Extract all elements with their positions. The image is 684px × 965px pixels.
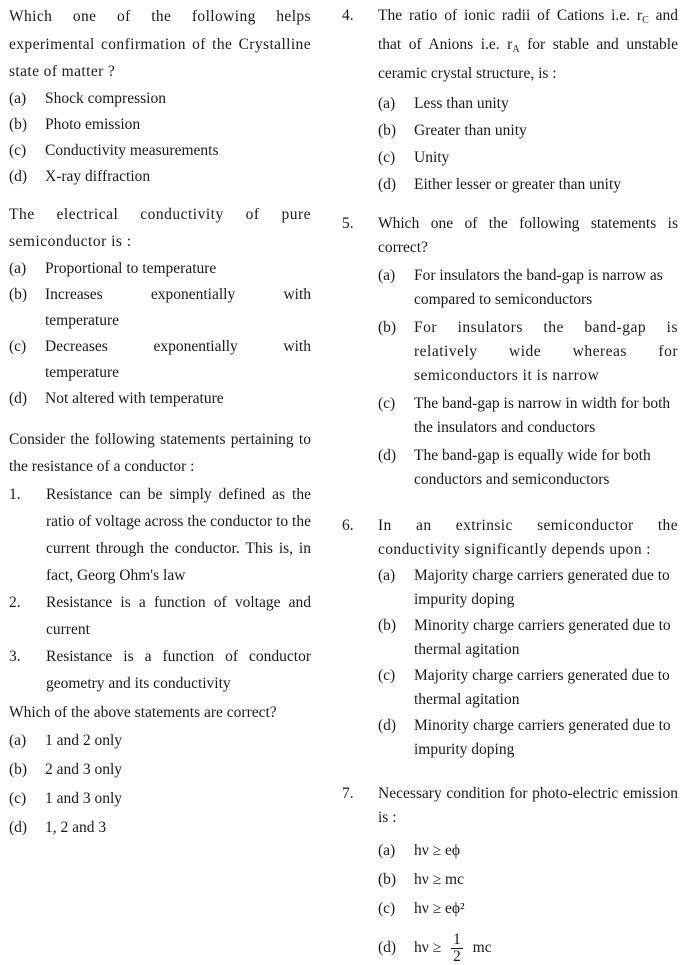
option-text: hν ≥ eϕ²	[414, 900, 465, 917]
option-label: (b)	[378, 319, 397, 336]
option-text: 1 and 2 only	[45, 732, 123, 749]
option-label: (a)	[378, 95, 396, 112]
question-number: 4.	[342, 7, 354, 24]
stem-part: and that of Anions i.e. r	[378, 7, 678, 53]
option-label: (c)	[378, 149, 396, 166]
option-d[interactable]	[9, 164, 311, 190]
option-label: (a)	[378, 842, 396, 859]
option-label: (d)	[378, 447, 397, 464]
option-b[interactable]	[9, 282, 311, 334]
option-text: The band-gap is narrow in width for both the insulators and conductors	[414, 395, 671, 436]
option-b[interactable]	[9, 755, 311, 784]
option-label: (c)	[9, 141, 27, 159]
option-text: 1, 2 and 3	[45, 819, 107, 836]
option-a[interactable]	[9, 726, 311, 755]
option-label: (c)	[378, 667, 396, 684]
option-text: Greater than unity	[414, 122, 527, 139]
option-label: (b)	[378, 617, 397, 634]
option-d[interactable]	[9, 813, 311, 842]
option-d[interactable]	[378, 931, 678, 965]
stem-part: for stable and unstable ceramic crystal structure, is :	[378, 36, 678, 82]
option-text: Increases exponentially with temperature	[45, 285, 311, 329]
option-label: (a)	[9, 259, 27, 277]
option-label: (a)	[378, 267, 396, 284]
option-c[interactable]	[9, 138, 311, 164]
option-text: Proportional to temperature	[45, 259, 217, 277]
option-text: Unity	[414, 149, 450, 166]
option-label: (d)	[378, 176, 397, 193]
question-prompt: Which of the above statements are correct?	[9, 703, 277, 721]
statement-number: 2.	[9, 593, 21, 611]
option-b[interactable]	[378, 614, 678, 662]
question-4	[342, 4, 678, 198]
question-5	[342, 212, 678, 492]
question-3	[9, 426, 311, 843]
option-a[interactable]	[378, 264, 678, 312]
fraction	[451, 932, 463, 965]
option-label: (d)	[9, 389, 28, 407]
option-c[interactable]	[378, 392, 678, 440]
formula-suffix: mc	[472, 939, 492, 956]
left-column	[9, 0, 311, 842]
question-7	[342, 782, 678, 965]
option-label: (c)	[9, 790, 27, 807]
statement-number: 1.	[9, 485, 21, 503]
subscript-a: A	[512, 44, 520, 55]
option-text: 1 and 3 only	[45, 790, 123, 807]
statement-3	[9, 643, 311, 697]
option-c[interactable]	[378, 144, 678, 171]
option-b[interactable]	[378, 316, 678, 388]
option-d[interactable]	[378, 444, 678, 492]
option-a[interactable]	[9, 86, 311, 112]
option-label: (c)	[378, 900, 396, 917]
question-number: 6.	[342, 517, 354, 534]
statement-text: Resistance is a function of conductor geometry and its conductivity	[46, 647, 311, 692]
option-label: (b)	[9, 761, 28, 778]
option-d[interactable]	[378, 171, 678, 198]
right-column	[342, 0, 678, 965]
option-d[interactable]	[9, 386, 311, 412]
option-label: (d)	[9, 819, 28, 836]
fraction-numerator: 1	[453, 930, 461, 948]
question-number: 5.	[342, 215, 354, 232]
stem-part: The ratio of ionic radii of Cations i.e. r	[378, 7, 643, 24]
option-c[interactable]	[9, 334, 311, 386]
statement-number: 3.	[9, 647, 21, 665]
option-a[interactable]	[9, 256, 311, 282]
fraction-denominator: 2	[453, 947, 461, 965]
option-text: X-ray diffraction	[45, 167, 151, 185]
option-label: (b)	[378, 871, 397, 888]
option-label: (a)	[9, 732, 27, 749]
option-c[interactable]	[9, 784, 311, 813]
option-label: (c)	[9, 337, 27, 355]
question-2	[9, 201, 311, 412]
question-1	[9, 3, 311, 190]
question-stem: Necessary condition for photo-electric emission is :	[378, 785, 678, 826]
option-text: hν ≥ eϕ	[414, 842, 461, 859]
option-text: Majority charge carriers generated due to thermal agitation	[414, 667, 670, 708]
option-d[interactable]	[378, 714, 678, 762]
option-text: For insulators the band-gap is narrow as compared to semiconductors	[414, 267, 663, 308]
option-text: The band-gap is equally wide for both conductors and semiconductors	[414, 447, 651, 488]
question-stem: Consider the following statements pertaining to the resistance of a conductor :	[9, 430, 311, 475]
question-stem: The electrical conductivity of pure semiconductor is :	[9, 205, 311, 250]
option-label: (d)	[9, 167, 28, 185]
question-stem: Which one of the following statements is correct?	[378, 215, 678, 256]
question-number: 7.	[342, 785, 354, 802]
option-b[interactable]	[9, 112, 311, 138]
option-b[interactable]	[378, 865, 678, 894]
option-text: Either lesser or greater than unity	[414, 176, 622, 193]
option-label: (a)	[9, 89, 27, 107]
option-text: Shock compression	[45, 89, 166, 107]
option-label: (a)	[378, 567, 396, 584]
option-label: (b)	[9, 285, 28, 303]
option-c[interactable]	[378, 894, 678, 923]
option-text: Not altered with temperature	[45, 389, 224, 407]
option-text: Less than unity	[414, 95, 509, 112]
option-text: Photo emission	[45, 115, 141, 133]
question-stem	[378, 4, 678, 86]
option-a[interactable]	[378, 564, 678, 612]
option-b[interactable]	[378, 117, 678, 144]
option-text: Majority charge carriers generated due to impurity doping	[414, 567, 670, 608]
question-6	[342, 514, 678, 762]
option-label: (b)	[9, 115, 28, 133]
option-a[interactable]	[378, 90, 678, 117]
subscript-c: C	[642, 15, 649, 26]
option-label: (d)	[378, 717, 397, 734]
option-a[interactable]	[378, 836, 678, 865]
statement-2	[9, 589, 311, 643]
statement-1	[9, 481, 311, 589]
option-text: Minority charge carriers generated due to thermal agitation	[414, 617, 671, 658]
option-text: hν ≥ mc	[414, 871, 464, 888]
option-label: (d)	[378, 939, 397, 956]
option-label: (b)	[378, 122, 397, 139]
question-stem: In an extrinsic semiconductor the conductivity significantly depends upon :	[378, 517, 678, 558]
option-label: (c)	[378, 395, 396, 412]
formula-prefix: hν ≥	[414, 939, 442, 956]
option-text: Decreases exponentially with temperature	[45, 337, 311, 381]
question-stem: Which one of the following helps experimental confirmation of the Crystalline state of matter ?	[9, 8, 311, 80]
option-text: 2 and 3 only	[45, 761, 123, 778]
option-text: Minority charge carriers generated due to impurity doping	[414, 717, 671, 758]
option-text: Conductivity measurements	[45, 141, 219, 159]
statement-text: Resistance can be simply defined as the ratio of voltage across the conductor to the current through the conductor. This is, in fact, Georg Ohm's law	[46, 485, 311, 584]
statement-text: Resistance is a function of voltage and current	[46, 593, 311, 638]
option-c[interactable]	[378, 664, 678, 712]
option-text: For insulators the band-gap is relatively wide whereas for semiconductors it is narrow	[414, 319, 678, 384]
